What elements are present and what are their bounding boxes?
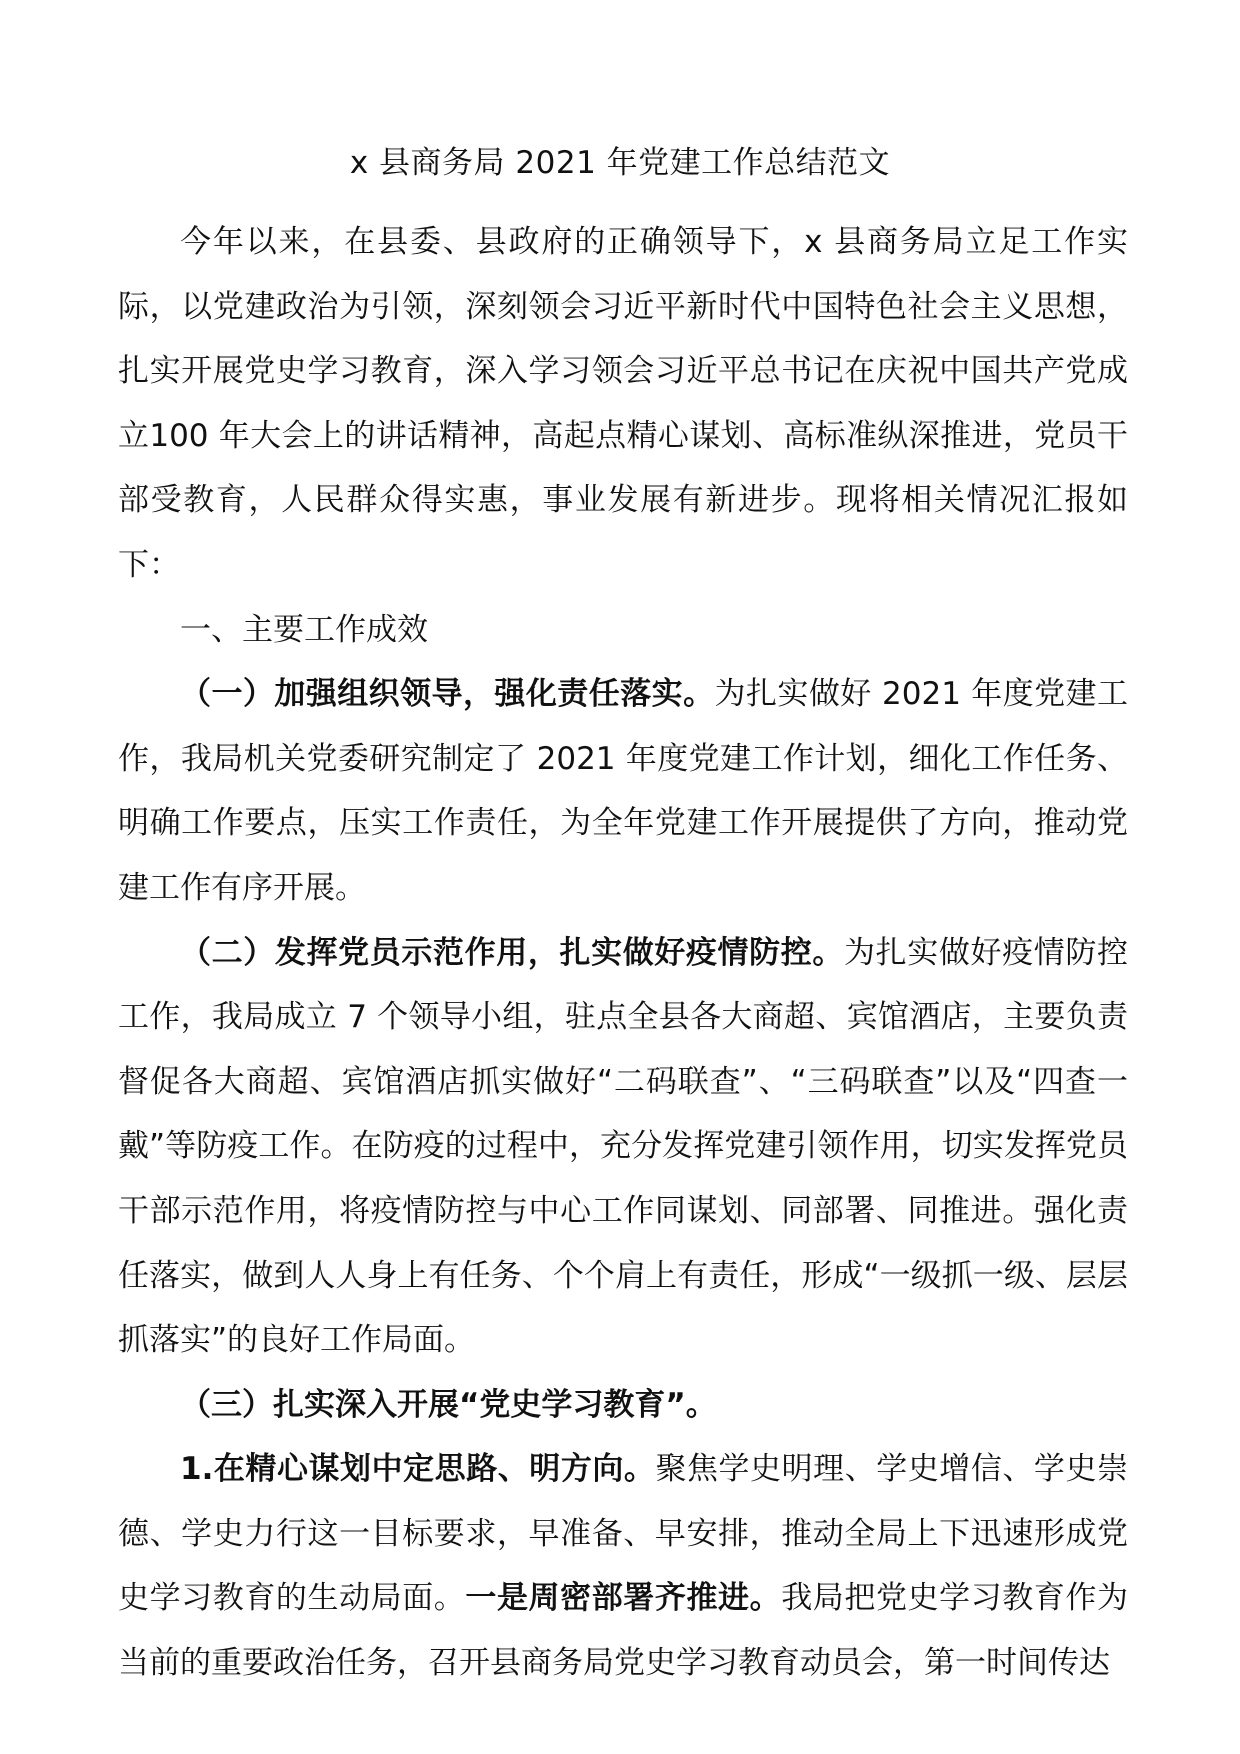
item-3-sub-1-heading: 1.在精心谋划中定思路、明方向。: [180, 1451, 656, 1488]
item-3-sub-1-body-a: 聚焦学史明理、学史增信、学史崇德、学史力行这一目标要求，早准备、早安排，推动全局上下迅速形成党史学习教育的生动局面。: [118, 1451, 1128, 1617]
item-3-heading: （三）扎实深入开展“党史学习教育”。: [180, 1386, 717, 1423]
item-3-sub-1-paragraph: [118, 1437, 1128, 1695]
item-3-sub-1-point-heading: 一是周密部署齐推进。: [465, 1580, 782, 1617]
intro-text: 今年以来，在县委、县政府的正确领导下，x 县商务局立足工作实际，以党建政治为引领，深刻领会习近平新时代中国特色社会主义思想，扎实开展党史学习教育，深入学习领会习近平总书记在庆祝中国共产党成立100 年大会上的讲话精神，高起点精心谋划、高标准纵深推进，党员干部受教育，人民群众得实惠，事业发展有新进步。现将相关情况汇报如下：: [118, 224, 1128, 583]
document-title: x 县商务局 2021 年党建工作总结范文: [349, 145, 891, 181]
item-3-sub-1-body-b: 我局把党史学习教育作为当前的重要政治任务，召开县商务局党史学习教育动员会，第一时间传达: [118, 1580, 1129, 1682]
document-body: [118, 210, 1128, 1696]
item-2-paragraph: [118, 921, 1128, 1373]
section-heading-main-results: [118, 598, 1128, 663]
item-2-body: 为扎实做好疫情防控工作，我局成立 7 个领导小组，驻点全县各大商超、宾馆酒店，主要负责督促各大商超、宾馆酒店抓实做好“二码联查”、“三码联查”以及“四查一戴”等防疫工作。在防疫的过程中，充分发挥党建引领作用，切实发挥党员干部示范作用，将疫情防控与中心工作同谋划、同部署、同推进。强化责任落实，做到人人身上有任务、个个肩上有责任，形成“一级抓一级、层层抓落实”的良好工作局面。: [118, 934, 1129, 1359]
item-2-heading: （二）发挥党员示范作用，扎实做好疫情防控。: [180, 934, 845, 971]
section-heading-text: 一、主要工作成效: [180, 611, 428, 648]
item-1-heading: （一）加强组织领导，强化责任落实。: [180, 676, 715, 713]
intro-paragraph: [118, 210, 1128, 598]
item-1-body: 为扎实做好 2021 年度党建工作，我局机关党委研究制定了 2021 年度党建工作计划，细化工作任务、明确工作要点，压实工作责任，为全年党建工作开展提供了方向，推动党建工作有序开展。: [118, 676, 1128, 906]
item-3-paragraph: [118, 1373, 1128, 1438]
item-1-paragraph: [118, 662, 1128, 920]
